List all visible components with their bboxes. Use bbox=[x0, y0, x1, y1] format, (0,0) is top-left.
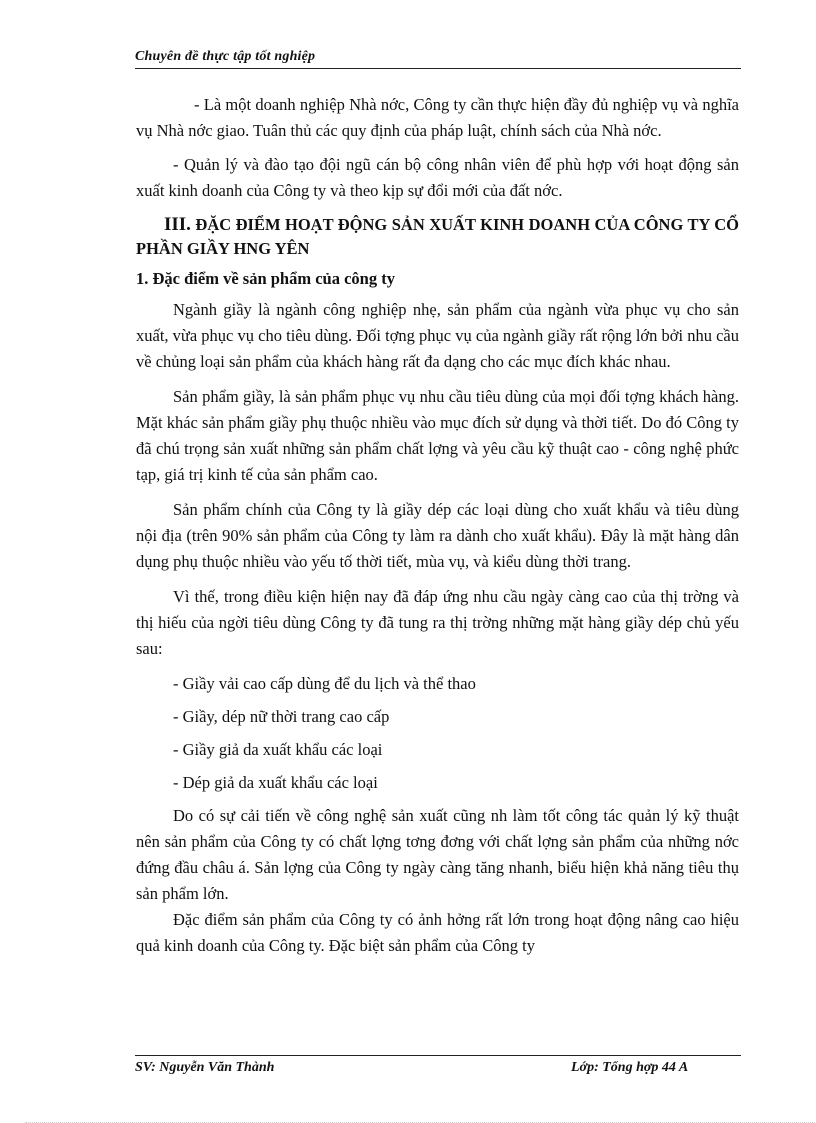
paragraph: Sản phẩm giầy, là sản phẩm phục vụ nhu cầu tiêu dùng của mọi đối tợng khách hàng. Mặt khác sản phẩm giầy phụ thuộc nhiều vào mục đích sử dụng và thời tiết. Do đó Công ty đã chú trọng sản xuất những sản phẩm chất lợng và yêu cầu kỹ thuật cao - công nghệ phức tạp, giá trị kinh tế của sản phẩm cao. bbox=[136, 387, 739, 484]
paragraph: Ngành giầy là ngành công nghiệp nhẹ, sản phẩm của ngành vừa phục vụ cho sản xuất, vừa phục vụ cho tiêu dùng. Đối tợng phục vụ của ngành giầy rất rộng lớn bởi nhu cầu về chủng loại sản phẩm của khách hàng rất đa dạng cho các mục đích khác nhau. bbox=[136, 300, 739, 371]
section-title: ĐẶC ĐIỂM HOẠT ĐỘNG SẢN XUẤT KINH DOANH CỦA CÔNG TY CỔ PHẦN GIẦY HNG YÊN bbox=[136, 215, 739, 258]
header-title: Chuyên đề thực tập tốt nghiệp bbox=[135, 49, 316, 64]
paragraph: Do có sự cải tiến về công nghệ sản xuất cũng nh làm tốt công tác quản lý kỹ thuật nên sản phẩm của Công ty có chất lợng tơng đơng với chất lợng sản phẩm của những nớc đứng đầu châu á. Sản lợng của Công ty ngày càng tăng nhanh, biểu hiện khả năng tiêu thụ sản phẩm lớn. bbox=[136, 806, 739, 903]
paragraph: Sản phẩm chính của Công ty là giầy dép các loại dùng cho xuất khẩu và tiêu dùng nội địa (trên 90% sản phẩm của Công ty làm ra dành cho xuất khẩu). Đây là mặt hàng dân dụng phụ thuộc nhiều vào yếu tố thời tiết, mùa vụ, và kiểu dùng thời trang. bbox=[136, 500, 739, 571]
page-header bbox=[135, 48, 741, 69]
subsection-heading: 1. Đặc điểm về sản phẩm của công ty bbox=[136, 269, 395, 288]
section-number: III. bbox=[164, 214, 191, 235]
page-footer bbox=[135, 1055, 741, 1078]
paragraph: Vì thế, trong điều kiện hiện nay đã đáp ứng nhu cầu ngày càng cao của thị trờng và thị hiếu của ngời tiêu dùng Công ty đã tung ra thị trờng những mặt hàng giầy dép chủ yếu sau: bbox=[136, 587, 739, 658]
footer-class: Lớp: Tổng hợp 44 A bbox=[571, 1060, 689, 1075]
paragraph: Đặc điểm sản phẩm của Công ty có ảnh hởng rất lớn trong hoạt động nâng cao hiệu quả kinh doanh của Công ty. Đặc biệt sản phẩm của Công ty bbox=[136, 910, 739, 955]
paragraph: - Là một doanh nghiệp Nhà nớc, Công ty cần thực hiện đầy đủ nghiệp vụ và nghĩa vụ Nhà nớc giao. Tuân thủ các quy định của pháp luật, chính sách của Nhà nớc. bbox=[136, 95, 739, 140]
footer-student: SV: Nguyễn Văn Thành bbox=[135, 1060, 275, 1075]
list-item: - Dép giả da xuất khẩu các loại bbox=[173, 773, 378, 792]
list-item: - Giầy vải cao cấp dùng để du lịch và thể thao bbox=[173, 674, 476, 693]
section-heading bbox=[136, 213, 739, 261]
list-item: - Giầy giả da xuất khẩu các loại bbox=[173, 740, 383, 759]
document-body bbox=[136, 92, 739, 959]
list-item: - Giầy, dép nữ thời trang cao cấp bbox=[173, 707, 390, 726]
paragraph: - Quản lý và đào tạo đội ngũ cán bộ công nhân viên để phù hợp với hoạt động sản xuất kinh doanh của Công ty và theo kịp sự đổi mới của đất nớc. bbox=[136, 155, 739, 200]
